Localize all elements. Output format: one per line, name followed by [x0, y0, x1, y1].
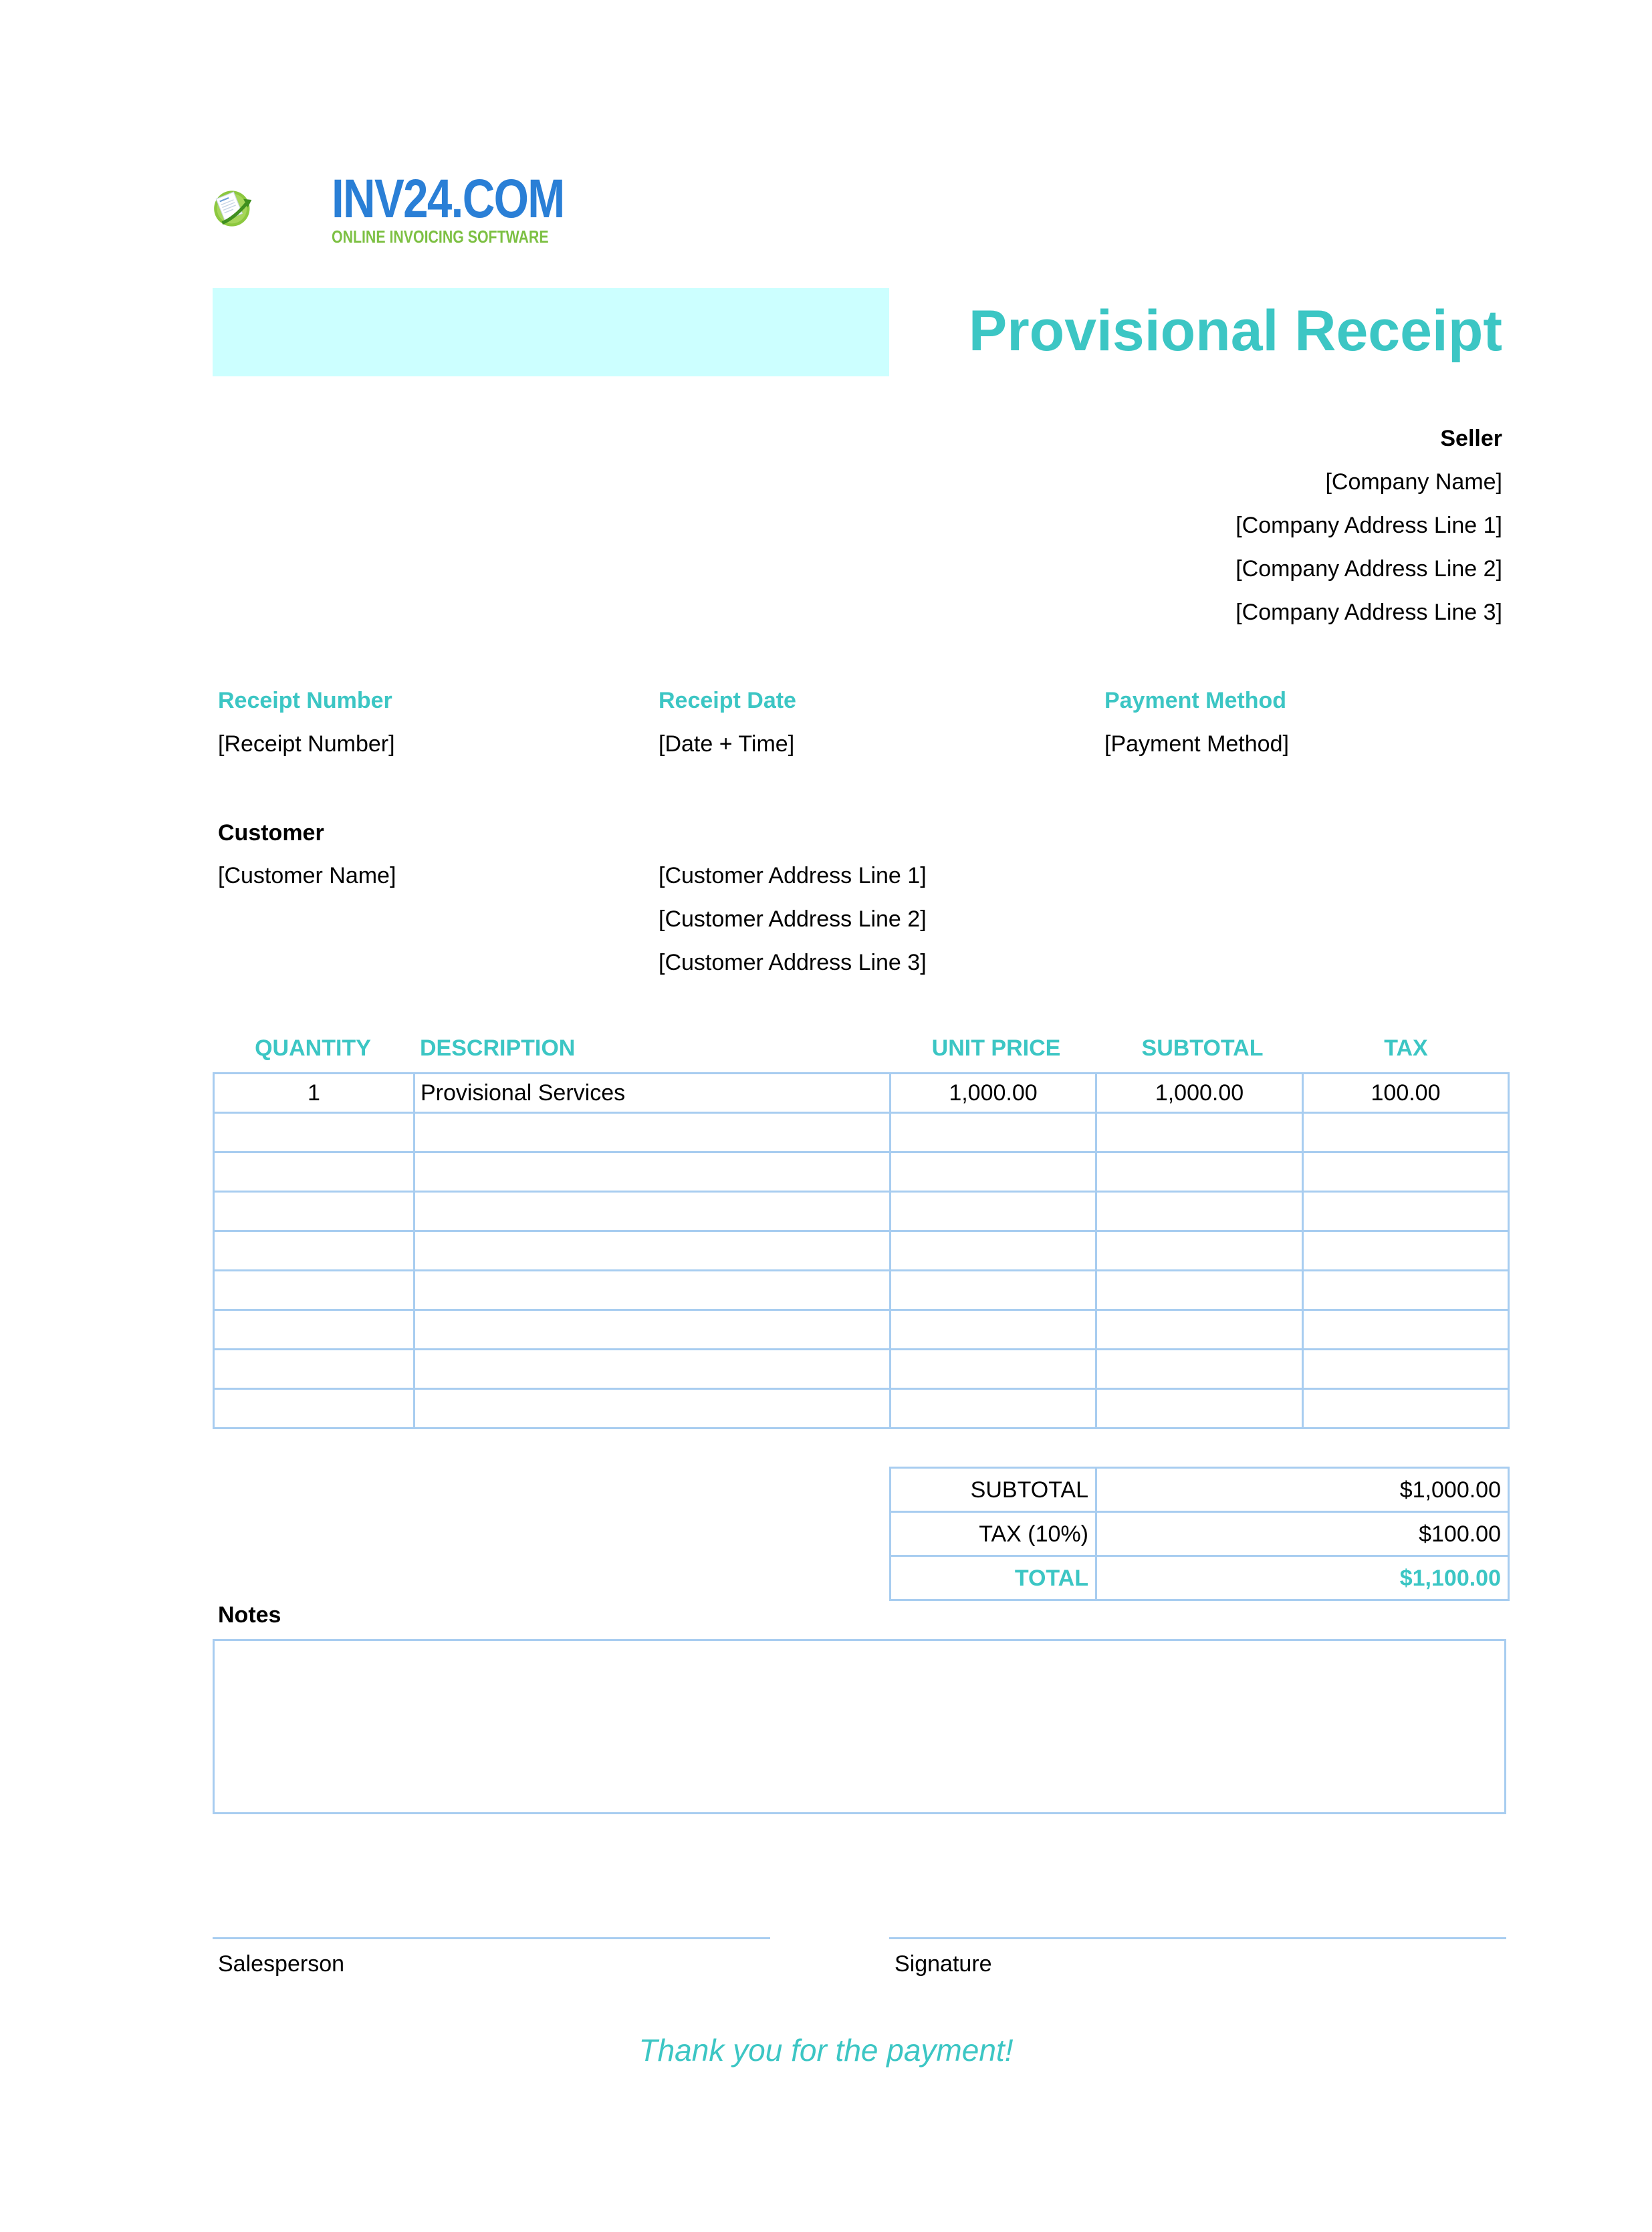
cell-quantity — [214, 1271, 415, 1310]
cell-quantity — [214, 1113, 415, 1152]
col-header-subtotal: SUBTOTAL — [1141, 1035, 1264, 1061]
logo-tagline: ONLINE INVOICING SOFTWARE — [332, 227, 549, 247]
cell-quantity — [214, 1231, 415, 1271]
cell-description — [415, 1350, 891, 1389]
tax-label: TAX (10%) — [891, 1512, 1096, 1556]
inv24-logo — [213, 155, 333, 262]
cell-tax: 100.00 — [1303, 1074, 1509, 1113]
seller-heading: Seller — [1440, 426, 1502, 451]
cell-unit-price — [891, 1310, 1096, 1350]
table-row — [214, 1310, 1509, 1350]
cell-tax — [1303, 1113, 1509, 1152]
table-row — [214, 1113, 1509, 1152]
cell-tax — [1303, 1271, 1509, 1310]
cell-description — [415, 1192, 891, 1231]
cell-subtotal — [1096, 1389, 1303, 1429]
totals-row-total — [891, 1556, 1509, 1600]
seller-block — [1034, 425, 1502, 642]
cell-unit-price — [891, 1350, 1096, 1389]
signature-label: Signature — [895, 1951, 992, 1977]
cell-subtotal — [1096, 1113, 1303, 1152]
cell-description — [415, 1231, 891, 1271]
cell-unit-price — [891, 1271, 1096, 1310]
table-row — [214, 1350, 1509, 1389]
items-body — [214, 1074, 1509, 1429]
notes-box[interactable] — [213, 1639, 1506, 1814]
signature-line — [889, 1937, 1506, 1939]
subtotal-label: SUBTOTAL — [891, 1468, 1096, 1512]
cell-quantity: 1 — [214, 1074, 415, 1113]
cell-unit-price — [891, 1113, 1096, 1152]
total-label: TOTAL — [891, 1556, 1096, 1600]
cell-description — [415, 1310, 891, 1350]
notes-label: Notes — [218, 1602, 281, 1628]
table-row — [214, 1192, 1509, 1231]
table-row — [214, 1074, 1509, 1113]
customer-address-line-2: [Customer Address Line 2] — [659, 906, 927, 932]
cell-subtotal — [1096, 1231, 1303, 1271]
payment-method-label: Payment Method — [1104, 688, 1287, 713]
total-value: $1,100.00 — [1096, 1556, 1509, 1600]
cell-quantity — [214, 1310, 415, 1350]
seller-address-line-2: [Company Address Line 2] — [1235, 556, 1502, 582]
cell-description — [415, 1152, 891, 1192]
cell-subtotal — [1096, 1310, 1303, 1350]
cell-subtotal — [1096, 1271, 1303, 1310]
receipt-date-value: [Date + Time] — [659, 731, 795, 757]
cell-quantity — [214, 1152, 415, 1192]
cell-tax — [1303, 1152, 1509, 1192]
cell-quantity — [214, 1389, 415, 1429]
totals-row-subtotal — [891, 1468, 1509, 1512]
table-row — [214, 1389, 1509, 1429]
cell-unit-price — [891, 1152, 1096, 1192]
header-band — [213, 288, 889, 376]
table-row — [214, 1231, 1509, 1271]
customer-address-line-1: [Customer Address Line 1] — [659, 863, 927, 888]
document-title: Provisional Receipt — [968, 299, 1502, 363]
customer-address-line-3: [Customer Address Line 3] — [659, 950, 927, 975]
cell-tax — [1303, 1231, 1509, 1271]
col-header-quantity: QUANTITY — [255, 1035, 371, 1061]
cell-unit-price — [891, 1389, 1096, 1429]
receipt-number-value: [Receipt Number] — [218, 731, 395, 757]
payment-method-value: [Payment Method] — [1104, 731, 1289, 757]
cell-description — [415, 1113, 891, 1152]
thank-you-message: Thank you for the payment! — [638, 2033, 1014, 2068]
cell-quantity — [214, 1350, 415, 1389]
cell-tax — [1303, 1350, 1509, 1389]
col-header-tax: TAX — [1384, 1035, 1428, 1061]
table-row — [214, 1152, 1509, 1192]
cell-tax — [1303, 1310, 1509, 1350]
seller-company-name: [Company Name] — [1325, 469, 1502, 495]
subtotal-value: $1,000.00 — [1096, 1468, 1509, 1512]
cell-tax — [1303, 1389, 1509, 1429]
logo-wordmark — [332, 168, 615, 247]
customer-heading: Customer — [218, 820, 324, 846]
cell-description — [415, 1389, 891, 1429]
customer-name: [Customer Name] — [218, 863, 396, 888]
table-row — [214, 1271, 1509, 1310]
cell-subtotal: 1,000.00 — [1096, 1074, 1303, 1113]
salesperson-label: Salesperson — [218, 1951, 345, 1977]
cell-description: Provisional Services — [415, 1074, 891, 1113]
cell-unit-price: 1,000.00 — [891, 1074, 1096, 1113]
totals-table — [889, 1467, 1510, 1601]
col-header-unit-price: UNIT PRICE — [931, 1035, 1061, 1061]
salesperson-line — [213, 1937, 770, 1939]
cell-subtotal — [1096, 1350, 1303, 1389]
cell-subtotal — [1096, 1152, 1303, 1192]
cell-subtotal — [1096, 1192, 1303, 1231]
cell-quantity — [214, 1192, 415, 1231]
seller-address-line-1: [Company Address Line 1] — [1235, 513, 1502, 538]
cell-tax — [1303, 1192, 1509, 1231]
receipt-date-label: Receipt Date — [659, 688, 796, 713]
tax-value: $100.00 — [1096, 1512, 1509, 1556]
items-table — [213, 1072, 1510, 1429]
receipt-number-label: Receipt Number — [218, 688, 392, 713]
seller-address-line-3: [Company Address Line 3] — [1235, 600, 1502, 625]
cell-unit-price — [891, 1192, 1096, 1231]
col-header-description: DESCRIPTION — [420, 1035, 576, 1061]
cell-unit-price — [891, 1231, 1096, 1271]
totals-row-tax — [891, 1512, 1509, 1556]
logo-name: INV24.COM — [332, 168, 564, 229]
cell-description — [415, 1271, 891, 1310]
